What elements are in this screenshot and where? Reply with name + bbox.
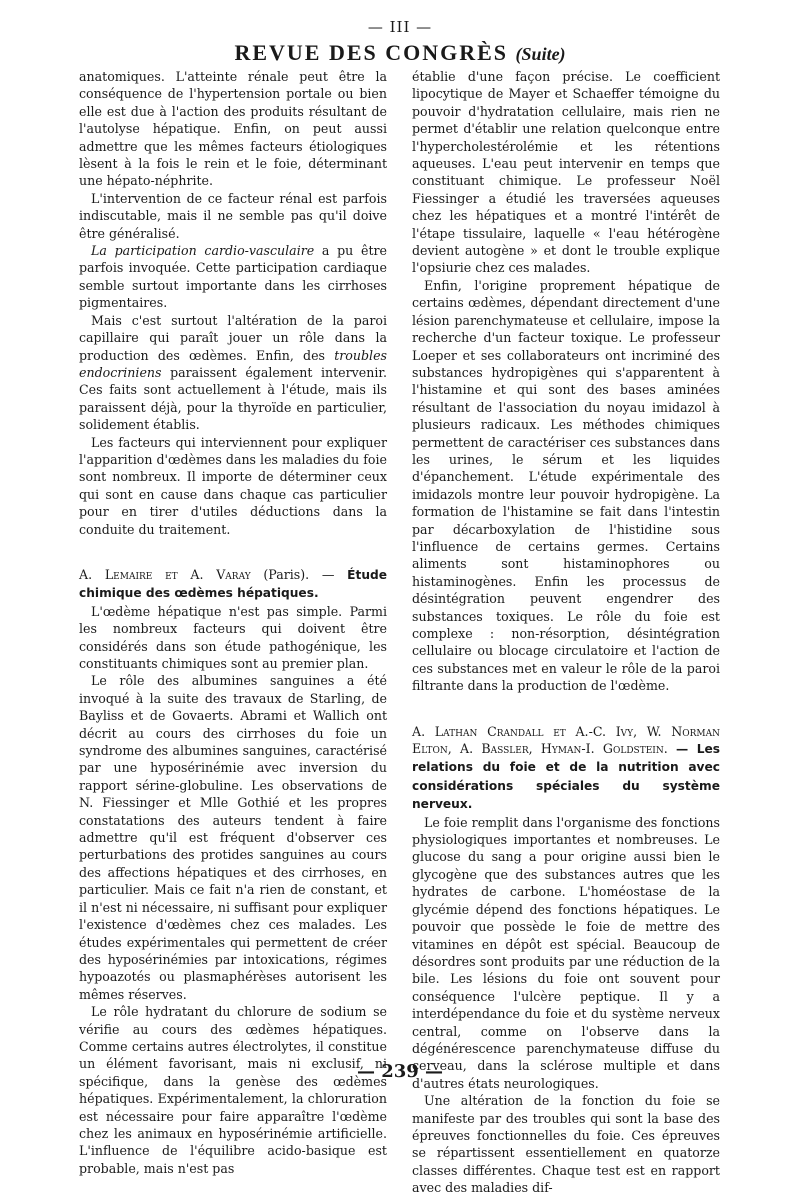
paragraph: établie d'une façon précise. Le coefficient lipocytique de Mayer et Schaeffer témoigne du pouvoir d'hydratation cellulaire, mais rien ne permet d'établir une relation quelconque entre l'hypercholestérolémie et les rétentions aqueuses. L'eau peut intervenir en temps que constituant chimique. Le professeur Noël Fiessinger a étudié les traversées aqueuses chez les hépatiques et a montré l'intérêt de l'étape tissulaire, laquelle « l'eau hétérogène devient autogène » et dont le trouble explique l'opsiurie chez ces malades.	[412, 69, 720, 276]
paragraph-text: paraissent également intervenir. Ces faits sont actuellement à l'étude, mais ils paraissent déjà, pour la thyroïde en particulier, solidement établis.	[79, 364, 387, 433]
article-heading	[412, 723, 720, 814]
paragraph: anatomiques. L'atteinte rénale peut être la conséquence de l'hypertension portale ou bien elle est due à l'action des produits résultant de l'autolyse hépatique. Enfin, on peut aussi admettre que les mêmes facteurs étiologiques lèsent à la fois le rein et le foie, déterminant une hépato-néphrite.	[79, 69, 387, 189]
paragraph: Le rôle des albumines sanguines a été invoqué à la suite des travaux de Starling, de Bayliss et de Govaerts. Abrami et Wallich ont décrit au cours des cirrhoses du foie un syndrome des albumines sanguines, caractérisé par une hyposérinémie avec inversion du rapport sérine-globuline. Les observations de N. Fiessinger et Mlle Gothié et les propres constatations des auteurs tendent à faire admettre qu'il est fréquent d'observer ces perturbations des protides sanguines au cours des affections hépatiques et des cirrhoses, en particulier. Mais ce fait n'a rien de constant, et il n'est ni nécessaire, ni suffisant pour expliquer l'existence d'œdèmes chez ces malades. Les études expérimentales qui permettent de créer des hyposérinémies par intoxications, régimes hypoazotés ou plasmaphérèses autorisent les mêmes réserves.	[79, 673, 387, 1002]
journal-title-text: REVUE DES CONGRÈS	[234, 40, 509, 65]
article-heading	[79, 566, 387, 603]
paragraph: L'œdème hépatique n'est pas simple. Parmi les nombreux facteurs qui doivent être considérés dans son étude pathogénique, les constituants chimiques sont au premier plan.	[79, 603, 387, 671]
paragraph	[79, 242, 387, 312]
article-authors: A. Lemaire et A. Varay	[79, 566, 251, 582]
article-title: — Les relations du foie et de la nutrition avec considérations spéciales du système nerveux.	[412, 742, 720, 812]
page-number: — 239 —	[356, 1061, 444, 1082]
paragraph-text: a pu être parfois invoquée. Cette participation cardiaque semble surtout importante dans les cirrhoses pigmentaires.	[79, 243, 387, 311]
paragraph: Le rôle hydratant du chlorure de sodium se vérifie au cours des œdèmes hépatiques. Comme certains autres électrolytes, il constitue un élément favorisant, mais ni exclusif, ni spécifique, dans la genèse des œdèmes hépatiques. Expérimentalement, la chloruration est nécessaire pour faire apparaître l'œdème chez les animaux en hyposérinémie artificielle. L'influence de l'équilibre acido-basique est probable, mais n'est pas	[79, 1004, 387, 1176]
paragraph: Enfin, l'origine proprement hépatique de certains œdèmes, dépendant directement d'une lésion parenchymateuse et cellulaire, impose la recherche d'un facteur toxique. Le professeur Loeper et ses collaborateurs ont incriminé des substances hydropigènes qui s'apparentent à l'histamine et qui sont des bases aminées résultant de l'association du noyau imidazol à plusieurs radicaux. Les méthodes chimiques permettent de caractériser ces substances dans les urines, le sérum et les liquides d'épanchement. L'étude expérimentale des imidazols montre leur pouvoir hydropigène. La formation de l'histamine se fait dans l'intestin par décarboxylation de l'histidine sous l'influence de certains germes. Certains aliments sont histaminophores ou histaminogènes. Enfin les processus de désintégration peuvent engendrer des substances toxiques. Le rôle du foie est complexe : non-résorption, désintégration cellulaire ou blocage circulatoire et l'action de ces substances met en valeur le rôle de la paroi filtrante dans la production de l'œdème.	[412, 277, 720, 694]
italic-phrase: La participation cardio-vasculaire	[91, 243, 315, 259]
paragraph: Le foie remplit dans l'organisme des fonctions physiologiques importantes et nombreuses. Le glucose du sang a pour origine aussi bien le glycogène que des substances autres que les hydrates de carbone. L'homéostase de la glycémie dépend des fonctions hépatiques. Le pouvoir que possède le foie de mettre des vitamines en dépôt est spécial. Beaucoup de désordres sont produits par une réduction de la bile. Les lésions du foie ont souvent pour conséquence l'ulcère peptique. Il y a interdépendance du foie et du système nerveux central, comme on l'observe dans la dégénérescence parenchymateuse diffuse du cerveau, dans la sclérose multiple et dans d'autres états neurologiques.	[412, 814, 720, 1091]
left-column	[79, 68, 387, 1177]
right-column	[412, 68, 720, 1197]
paragraph: Une altération de la fonction du foie se manifeste par des troubles qui sont la base des épreuves fonctionnelles du foie. Ces épreuves se répartissent essentiellement en quatorze classes différentes. Chaque test est en rapport avec des maladies dif-	[412, 1093, 720, 1196]
article-authors: A. Lathan Crandall et A.-C. Ivy, W. Norman Elton, A. Bassler, Hyman-I. Goldstein.	[412, 723, 720, 757]
journal-title	[0, 40, 800, 66]
article-title: Étude chimique des œdèmes hépatiques.	[79, 567, 387, 601]
paragraph: Les facteurs qui interviennent pour expliquer l'apparition d'œdèmes dans les maladies du foie sont nombreux. Il importe de déterminer ceux qui sont en cause dans chaque cas particulier pour en tirer d'utiles déductions dans la conduite du traitement.	[79, 434, 387, 537]
paragraph	[79, 312, 387, 434]
article-city: (Paris). —	[250, 566, 348, 582]
paragraph: L'intervention de ce facteur rénal est parfois indiscutable, mais il ne semble pas qu'il doive être généralisé.	[79, 190, 387, 241]
journal-title-suite: (Suite)	[515, 44, 566, 64]
paragraph-text: Mais c'est surtout l'altération de la paroi capillaire qui paraît jouer un rôle dans la production des œdèmes. Enfin, des	[79, 312, 387, 363]
page-roman-number: — III —	[367, 18, 433, 36]
italic-phrase: troubles endocriniens	[79, 347, 387, 380]
